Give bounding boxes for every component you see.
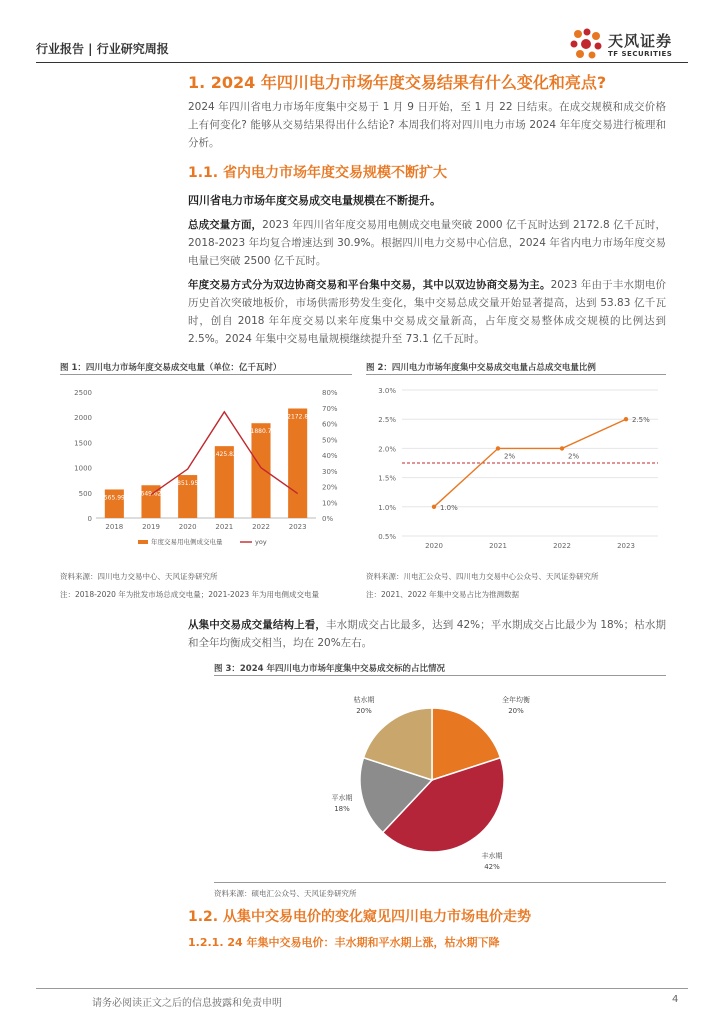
figure-3-title: 图 3：2024 年四川电力市场年度集中交易成交标的占比情况 (214, 664, 445, 674)
x-tick-label: 2023 (617, 542, 635, 550)
figure-2-source: 资料来源：川电汇公众号、四川电力交易中心公众号、天风证券研究所 (366, 572, 599, 581)
y-tick-label: 3.0% (378, 387, 396, 395)
logo-petal (592, 32, 600, 40)
logo-petal (576, 50, 584, 58)
data-point (496, 446, 500, 450)
y-right-tick-label: 30% (322, 467, 338, 476)
x-tick-label: 2022 (553, 542, 571, 550)
y-left-tick-label: 1000 (74, 464, 92, 473)
y-tick-label: 1.5% (378, 474, 396, 483)
figure-2-note: 注：2021、2022 年集中交易占比为推测数据 (366, 590, 520, 599)
figure-3-rule (214, 675, 666, 676)
bar (251, 423, 270, 518)
figure-2-title: 图 2：四川电力市场年度集中交易成交电量占总成交电量比例 (366, 363, 596, 373)
figure-1-source: 资料来源：四川电力交易中心、天风证券研究所 (60, 572, 218, 581)
logo-petal (584, 29, 591, 36)
legend-bar-swatch (138, 540, 148, 544)
x-tick-label: 2022 (252, 523, 270, 531)
section-title: 1. 2024 年四川电力市场年度交易结果有什么变化和亮点? (188, 73, 607, 92)
logo-petal (574, 30, 582, 38)
y-tick-label: 2.0% (378, 445, 396, 454)
total-volume-paragraph (188, 216, 666, 270)
subsection-title: 1.1. 省内电力市场年度交易规模不断扩大 (188, 165, 447, 181)
y-left-tick-label: 1500 (74, 439, 92, 448)
sub-subsection-title: 1.2.1. 24 年集中交易电价：丰水期和平水期上涨，枯水期下降 (188, 936, 500, 949)
pie-value-label: 18% (334, 805, 350, 813)
footer-disclaimer: 请务必阅读正文之后的信息披露和免责申明 (92, 998, 282, 1009)
x-tick-label: 2021 (489, 542, 507, 550)
y-right-tick-label: 10% (322, 499, 338, 508)
y-left-tick-label: 2000 (74, 414, 92, 423)
data-label: 2.5% (632, 416, 650, 425)
pie-category-label: 平水期 (331, 794, 353, 802)
bar-value-label: 565.99 (103, 494, 125, 502)
pie-value-label: 20% (508, 707, 524, 715)
figure-1-rule (60, 374, 352, 375)
x-tick-label: 2019 (142, 523, 160, 531)
y-tick-label: 1.0% (378, 503, 396, 512)
header-divider (36, 62, 688, 63)
bar-value-label: 2172.8 (287, 413, 309, 421)
page-number: 4 (672, 994, 679, 1005)
data-point (624, 417, 628, 421)
logo-petal (589, 52, 596, 59)
bar-value-label: 1880.7 (250, 428, 272, 436)
y-tick-label: 0.5% (378, 533, 396, 541)
figure-1-title: 图 1：四川电力市场年度交易成交电量（单位：亿千瓦时） (60, 363, 282, 373)
data-point (560, 446, 564, 450)
footer-divider (36, 988, 688, 989)
paragraph-lead: 总成交量方面， (188, 219, 263, 231)
legend-line-label: yoy (255, 538, 267, 546)
y-left-tick-label: 0 (87, 515, 92, 523)
data-point (432, 505, 436, 509)
data-label: 1.0% (440, 503, 458, 512)
paragraph-lead: 从集中交易成交量结构上看， (188, 619, 326, 631)
pie-category-label: 全年均衡 (502, 696, 530, 704)
x-tick-label: 2020 (178, 523, 197, 531)
figure-2-chart (366, 378, 666, 558)
logo-petal (571, 41, 578, 48)
y-right-tick-label: 70% (322, 404, 338, 413)
bar (288, 408, 307, 518)
data-label: 2% (504, 452, 516, 461)
y-right-tick-label: 40% (322, 452, 338, 460)
paragraph-lead: 年度交易方式分为双边协商交易和平台集中交易，其中以双边协商交易为主。 (188, 279, 551, 291)
pie-value-label: 42% (484, 863, 500, 871)
x-tick-label: 2021 (215, 523, 234, 531)
bar-value-label: 851.95 (177, 480, 199, 488)
figure-2-rule (366, 374, 666, 375)
x-tick-label: 2018 (105, 523, 124, 531)
figure-3-chart (214, 680, 666, 880)
paragraph-body: 2023 年四川省年度交易用电侧成交电量突破 2000 亿千瓦时达到 2172.8 亿千瓦时，2018-2023 年均复合增速达到 30.9%。根据四川电力交易中心信息，2024 年省内电力市场年度交易电量已突破 2500 亿千瓦时。 (188, 219, 667, 267)
y-right-tick-label: 20% (322, 483, 338, 492)
structure-paragraph (188, 616, 666, 652)
paragraph-body: 丰水期成交占比最多，达到 42%；平水期成交占比最少为 18%；枯水期和全年均衡成交相当，均在 20%左右。 (188, 619, 667, 649)
y-right-tick-label: 60% (322, 420, 338, 429)
paragraph-body: 2023 年由于丰水期电价历史首次突破地板价，市场供需形势发生变化，集中交易总成交量开始显著提高，达到 53.83 亿千瓦时，创自 2018 年年度交易以来年度集中交易成交量新高，占年度交易整体成交规模的比例达到 2.5%。2024 年集中交易电量规模继续提升至 73.1 亿千瓦时。 (188, 279, 667, 345)
lead-sentence: 四川省电力市场年度交易成交电量规模在不断提升。 (188, 194, 441, 207)
subsection-title: 1.2. 从集中交易电价的变化窥见四川电力市场电价走势 (188, 909, 531, 925)
y-tick-label: 2.5% (378, 416, 396, 425)
logo-core (581, 39, 591, 49)
logo-petal (595, 43, 602, 50)
pie-category-label: 丰水期 (481, 852, 503, 860)
y-right-tick-label: 80% (322, 389, 338, 397)
x-tick-label: 2023 (288, 523, 307, 531)
figure-1-note: 注：2018-2020 年为批发市场总成交电量；2021-2023 年为用电侧成交电量 (60, 590, 320, 599)
y-left-tick-label: 500 (78, 489, 92, 498)
data-label: 2% (568, 452, 580, 461)
figure-3-source: 资料来源：硕电汇公众号、天风证券研究所 (214, 889, 357, 898)
legend-bar-label: 年度交易用电侧成交电量 (151, 538, 223, 546)
y-right-tick-label: 0% (322, 515, 334, 523)
bar-value-label: 1425.82 (211, 451, 237, 459)
bar-value-label: 649.62 (140, 490, 162, 498)
x-tick-label: 2020 (425, 542, 443, 550)
pie-category-label: 枯水期 (353, 696, 375, 704)
intro-paragraph: 2024 年四川省电力市场年度集中交易于 1 月 9 日开始，至 1 月 22 日结束。在成交规模和成交价格上有何变化? 能够从交易结果得出什么结论? 本周我们将对四川电力市场 2024 年年度交易进行梳理和分析。 (188, 101, 666, 149)
figure-3-bottom-rule (214, 882, 666, 883)
report-header-title: 行业报告 | 行业研究周报 (36, 42, 169, 56)
trade-method-paragraph (188, 276, 666, 348)
logo-name: 天风证券 (608, 32, 673, 50)
figure-1-chart (60, 378, 352, 558)
y-left-tick-label: 2500 (74, 389, 92, 397)
pie-value-label: 20% (356, 707, 372, 715)
y-right-tick-label: 50% (322, 436, 338, 445)
logo-subtitle: TF SECURITIES (608, 50, 673, 58)
